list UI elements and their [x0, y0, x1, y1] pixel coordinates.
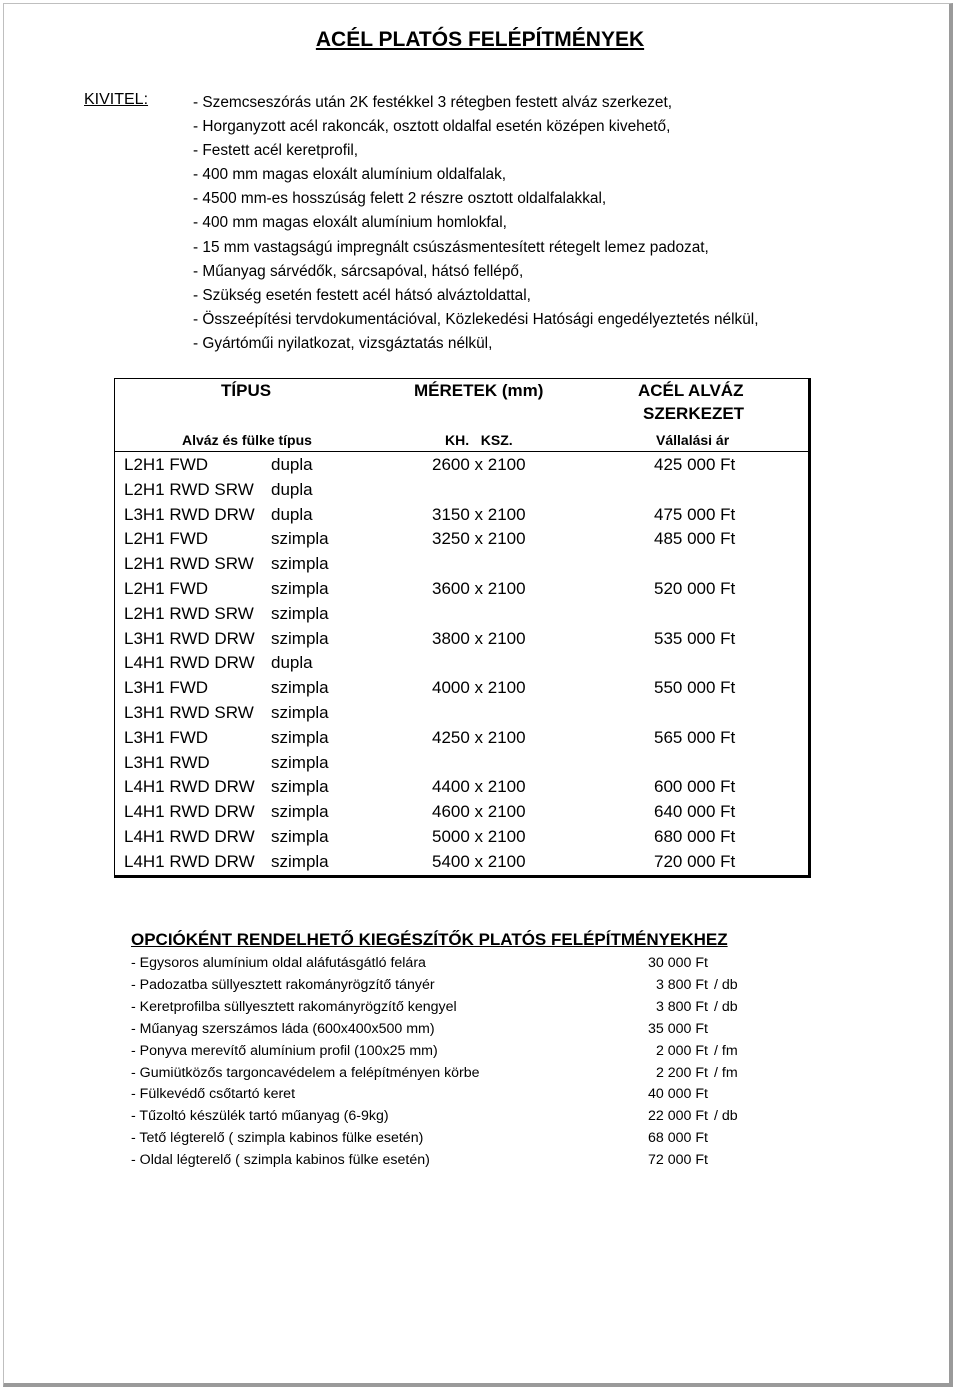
- model-cell: L2H1 RWD SRW: [124, 603, 254, 623]
- table-row: [0, 629, 960, 654]
- option-price: 2 000 Ft: [655, 1042, 708, 1059]
- cab-cell: szimpla: [271, 777, 329, 797]
- table-row: [0, 827, 960, 852]
- option-name: - Ponyva merevítő alumínium profil (100x25 mm): [131, 1042, 438, 1059]
- model-cell: L3H1 RWD DRW: [124, 504, 255, 524]
- model-cell: L2H1 RWD SRW: [124, 479, 254, 499]
- price-cell: 535 000 Ft: [654, 628, 736, 648]
- option-name: - Fülkevédő csőtartó keret: [131, 1086, 296, 1103]
- option-name: - Padozatba süllyesztett rakományrögzítő tányér: [131, 976, 435, 993]
- spec-item: - 15 mm vastagságú impregnált csúszásmentesített rétegelt lemez padozat,: [193, 238, 709, 256]
- option-item: [0, 1021, 960, 1043]
- option-price: 3 800 Ft: [655, 976, 708, 993]
- cab-cell: szimpla: [271, 851, 329, 871]
- subheader-type: Alváz és fülke típus: [182, 432, 312, 448]
- option-unit: / db: [714, 976, 738, 993]
- dimensions-cell: 5000 x 2100: [432, 827, 526, 846]
- subheader-price: Vállalási ár: [656, 432, 730, 448]
- cab-cell: szimpla: [271, 603, 329, 623]
- table-row: [0, 554, 960, 579]
- dimensions-cell: 3600 x 2100: [432, 579, 526, 598]
- price-cell: 475 000 Ft: [654, 504, 736, 524]
- table-row: [0, 604, 960, 629]
- cab-cell: szimpla: [271, 727, 329, 747]
- spec-item: - 400 mm magas eloxált alumínium homlokfal,: [193, 214, 507, 232]
- table-row: [0, 505, 960, 530]
- option-price: 3 800 Ft: [655, 998, 708, 1015]
- model-cell: L3H1 RWD SRW: [124, 703, 254, 722]
- cab-cell: szimpla: [271, 827, 329, 846]
- spec-item: - Gyártóműi nyilatkozat, vizsgáztatás nélkül,: [193, 334, 493, 352]
- option-item: [0, 955, 960, 977]
- model-cell: L4H1 RWD DRW: [124, 802, 255, 822]
- cab-cell: dupla: [271, 504, 313, 524]
- table-row: [0, 678, 960, 703]
- dimensions-cell: 3150 x 2100: [432, 504, 526, 524]
- price-cell: 425 000 Ft: [654, 455, 736, 474]
- option-item: [0, 1086, 960, 1108]
- table-row: [0, 802, 960, 827]
- options-title: OPCIÓKÉNT RENDELHETŐ KIEGÉSZÍTŐK PLATÓS FELÉPÍTMÉNYEKHEZ: [131, 930, 728, 949]
- price-cell: 720 000 Ft: [654, 851, 736, 871]
- model-cell: L3H1 RWD DRW: [124, 628, 255, 648]
- option-item: [0, 1130, 960, 1152]
- option-name: - Tűzoltó készülék tartó műanyag (6-9kg): [131, 1108, 389, 1125]
- option-price: 35 000 Ft: [648, 1020, 708, 1037]
- option-price: 72 000 Ft: [648, 1152, 708, 1169]
- dimensions-cell: 4250 x 2100: [432, 727, 526, 747]
- option-name: - Oldal légterelő ( szimpla kabinos fülke esetén): [131, 1152, 430, 1169]
- option-unit: / fm: [714, 1064, 738, 1081]
- model-cell: L4H1 RWD DRW: [124, 653, 255, 673]
- option-item: [0, 1043, 960, 1065]
- kivitel-label: KIVITEL:: [84, 91, 149, 108]
- model-cell: L2H1 FWD: [124, 579, 209, 598]
- table-row: [0, 777, 960, 802]
- option-item: [0, 1065, 960, 1087]
- cab-cell: szimpla: [271, 579, 329, 598]
- option-unit: / db: [714, 1108, 738, 1125]
- dimensions-cell: 4000 x 2100: [432, 678, 526, 698]
- header-price-line1: ACÉL ALVÁZ: [638, 381, 744, 400]
- model-cell: L4H1 RWD DRW: [124, 777, 255, 797]
- dimensions-cell: 4600 x 2100: [432, 802, 526, 822]
- price-cell: 550 000 Ft: [654, 678, 736, 698]
- spec-item: - Szemcseszórás után 2K festékkel 3 rétegben festett alváz szerkezet,: [193, 94, 673, 111]
- cab-cell: dupla: [271, 479, 313, 499]
- spec-item: - Szükség esetén festett acél hátsó alváztoldattal,: [193, 286, 531, 304]
- option-item: [0, 1108, 960, 1130]
- option-price: 30 000 Ft: [648, 955, 708, 971]
- model-cell: L3H1 RWD: [124, 752, 210, 772]
- dimensions-cell: 3800 x 2100: [432, 628, 526, 648]
- page-title: ACÉL PLATÓS FELÉPÍTMÉNYEK: [315, 28, 645, 51]
- option-price: 2 200 Ft: [655, 1064, 708, 1081]
- spec-list: [193, 91, 759, 356]
- table-row: [0, 579, 960, 604]
- cab-cell: dupla: [271, 653, 313, 673]
- cab-cell: szimpla: [271, 802, 329, 822]
- dimensions-cell: 4400 x 2100: [432, 777, 526, 797]
- table-row: [0, 703, 960, 728]
- option-name: - Egysoros alumínium oldal aláfutásgátló felára: [131, 955, 426, 971]
- model-cell: L2H1 RWD SRW: [124, 554, 254, 574]
- option-price: 68 000 Ft: [648, 1130, 708, 1147]
- model-cell: L2H1 FWD: [124, 455, 209, 474]
- header-price-line2: SZERKEZET: [643, 404, 745, 423]
- option-unit: / db: [714, 998, 738, 1015]
- option-item: [0, 1152, 960, 1174]
- model-cell: L3H1 FWD: [124, 678, 209, 698]
- dimensions-cell: 2600 x 2100: [432, 455, 526, 474]
- option-name: - Gumiütközős targoncavédelem a felépítményen körbe: [131, 1064, 480, 1081]
- table-row: [0, 653, 960, 678]
- spec-item: - Összeépítési tervdokumentációval, Közlekedési Hatósági engedélyeztetés nélkül,: [193, 310, 759, 328]
- cab-cell: szimpla: [271, 529, 329, 549]
- option-price: 22 000 Ft: [648, 1108, 708, 1125]
- table-row: [0, 455, 960, 480]
- option-name: - Tető légterelő ( szimpla kabinos fülke esetén): [131, 1130, 424, 1147]
- model-cell: L3H1 FWD: [124, 727, 209, 747]
- spec-item: - Horganyzott acél rakoncák, osztott oldalfal esetén középen kivehető,: [193, 118, 671, 136]
- price-cell: 640 000 Ft: [654, 802, 736, 822]
- subheader-dimensions: KH. KSZ.: [445, 432, 513, 448]
- cab-cell: dupla: [271, 455, 313, 474]
- cab-cell: szimpla: [271, 628, 329, 648]
- spec-item: - Festett acél keretprofil,: [193, 142, 359, 160]
- dimensions-cell: 5400 x 2100: [432, 851, 526, 871]
- table-row: [0, 480, 960, 505]
- option-item: [0, 999, 960, 1021]
- subheader-divider: [115, 451, 808, 452]
- header-type: TÍPUS: [221, 381, 272, 400]
- model-cell: L4H1 RWD DRW: [124, 851, 255, 871]
- option-item: [0, 977, 960, 999]
- spec-item: - Műanyag sárvédők, sárcsapóval, hátsó fellépő,: [193, 262, 524, 280]
- header-dimensions: MÉRETEK (mm): [414, 381, 544, 400]
- price-cell: 485 000 Ft: [654, 529, 736, 549]
- model-cell: L4H1 RWD DRW: [124, 827, 255, 846]
- spec-item: - 4500 mm-es hosszúság felett 2 részre osztott oldalfalakkal,: [193, 190, 607, 208]
- price-cell: 565 000 Ft: [654, 727, 736, 747]
- model-cell: L2H1 FWD: [124, 529, 209, 549]
- cab-cell: szimpla: [271, 554, 329, 574]
- table-row: [0, 753, 960, 778]
- table-row: [0, 852, 960, 877]
- price-cell: 600 000 Ft: [654, 777, 736, 797]
- cab-cell: szimpla: [271, 703, 329, 722]
- price-cell: 680 000 Ft: [654, 827, 736, 846]
- option-name: - Műanyag szerszámos láda (600x400x500 mm): [131, 1020, 435, 1037]
- option-price: 40 000 Ft: [648, 1086, 708, 1103]
- option-unit: / fm: [714, 1042, 738, 1059]
- table-row: [0, 728, 960, 753]
- table-row: [0, 529, 960, 554]
- option-name: - Keretprofilba süllyesztett rakományrögzítő kengyel: [131, 998, 457, 1015]
- dimensions-cell: 3250 x 2100: [432, 529, 526, 549]
- cab-cell: szimpla: [271, 678, 329, 698]
- cab-cell: szimpla: [271, 752, 329, 772]
- spec-item: - 400 mm magas eloxált alumínium oldalfalak,: [193, 166, 507, 184]
- price-cell: 520 000 Ft: [654, 579, 736, 598]
